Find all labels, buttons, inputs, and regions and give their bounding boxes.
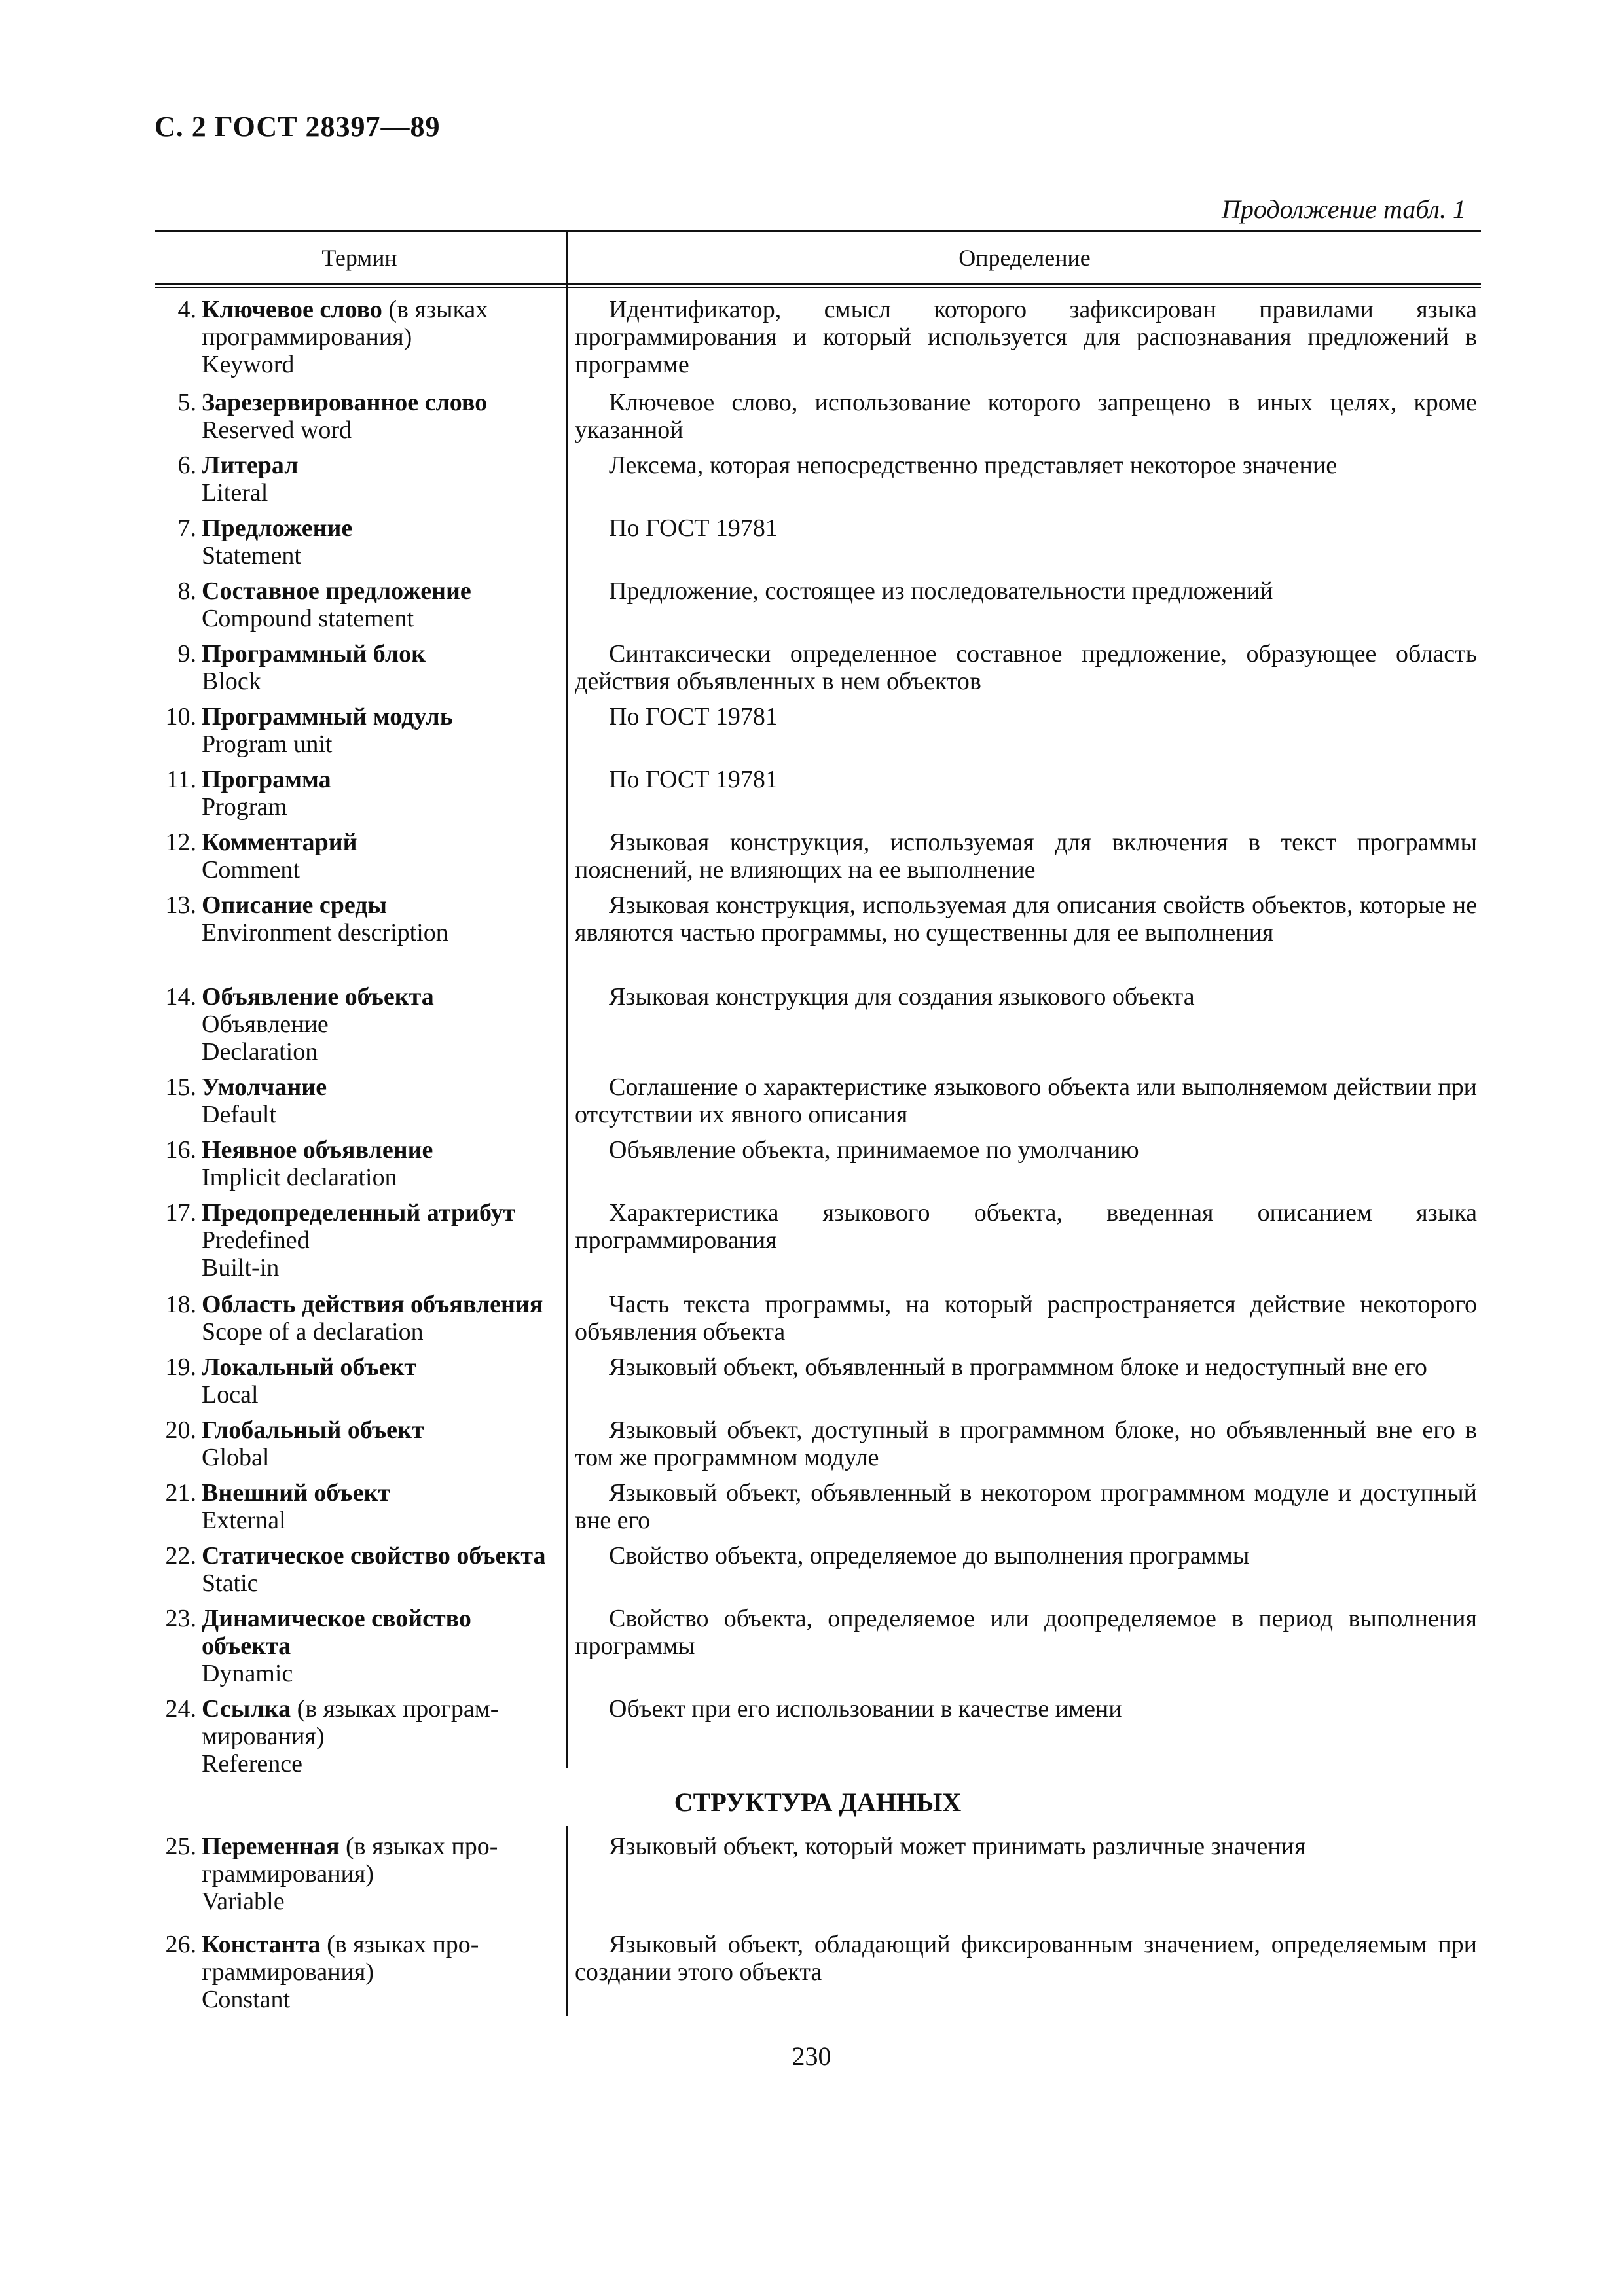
definition-cell: По ГОСТ 19781 <box>609 514 778 542</box>
term-cell <box>155 983 567 1066</box>
term-line: Predefined <box>202 1227 310 1254</box>
term-line: Literal <box>202 479 268 507</box>
term-name: Локальный объект <box>202 1354 417 1381</box>
column-header-definition: Определение <box>958 245 1091 271</box>
term-line: Reference <box>202 1750 302 1778</box>
term-number: 6. <box>177 452 196 479</box>
term-name: Неявное объявление <box>202 1136 433 1164</box>
term-number: 13. <box>165 891 196 919</box>
term-line: Compound statement <box>202 605 414 632</box>
definition-cell: Синтаксически определенное составное предложение, образующее область действия объявленных в нем объектов <box>575 640 1477 695</box>
term-name: Константа <box>202 1931 321 1958</box>
term-cell <box>155 640 567 695</box>
term-name: Программа <box>202 766 331 793</box>
term-qualifier: (в языках про- <box>320 1931 479 1958</box>
term-line: Reserved word <box>202 416 352 444</box>
term-cell <box>155 1931 567 2013</box>
term-name: Составное предложение <box>202 577 471 605</box>
definition-cell: Часть текста программы, на который распространяется действие некоторого объявления объекта <box>575 1291 1477 1346</box>
term-line: Comment <box>202 856 300 884</box>
definition-cell: По ГОСТ 19781 <box>609 766 778 793</box>
term-number: 19. <box>165 1354 196 1381</box>
term-name: Область действия объявления <box>202 1291 543 1318</box>
term-qualifier: (в языках програм- <box>291 1695 499 1723</box>
term-cell <box>155 296 567 378</box>
term-name: Зарезервированное слово <box>202 389 488 416</box>
term-name: Предопределенный атрибут <box>202 1199 516 1227</box>
term-line: Built-in <box>202 1254 280 1282</box>
term-cell <box>155 389 567 444</box>
term-line: Program <box>202 793 287 821</box>
term-number: 5. <box>177 389 196 416</box>
definition-cell: Языковая конструкция для создания языкового объекта <box>609 983 1195 1011</box>
term-name: Объявление объекта <box>202 983 434 1011</box>
term-number: 8. <box>177 577 196 605</box>
term-name: Глобальный объект <box>202 1416 424 1444</box>
term-number: 10. <box>165 703 196 730</box>
term-number: 21. <box>165 1479 196 1507</box>
term-name: Умолчание <box>202 1073 327 1101</box>
term-qualifier: (в языках <box>382 296 488 323</box>
term-line: External <box>202 1507 286 1534</box>
term-name: Программный блок <box>202 640 426 668</box>
definition-cell: Языковый объект, объявленный в программном блоке и недоступный вне его <box>609 1354 1427 1381</box>
page-number: 230 <box>792 2041 831 2071</box>
term-cell <box>155 1605 567 1687</box>
term-line: Constant <box>202 1986 291 2013</box>
term-cell <box>155 1354 567 1408</box>
term-cell <box>155 1542 567 1597</box>
term-line: Scope of a declaration <box>202 1318 424 1346</box>
term-line: Global <box>202 1444 270 1471</box>
term-cell <box>155 577 567 632</box>
term-cell <box>155 1416 567 1471</box>
definition-cell: Языковая конструкция, используемая для включения в текст программы пояснений, не влияющих на ее выполнение <box>575 829 1477 884</box>
term-name: Описание среды <box>202 891 388 919</box>
term-name: Внешний объект <box>202 1479 391 1507</box>
term-cell <box>155 829 567 884</box>
term-line: Environment description <box>202 919 448 946</box>
term-number: 26. <box>165 1931 196 1958</box>
term-number: 23. <box>165 1605 196 1632</box>
term-line: Объявление <box>202 1011 329 1038</box>
term-qualifier: (в языках про- <box>339 1833 498 1860</box>
term-number: 7. <box>177 514 196 542</box>
term-cell <box>155 1199 567 1282</box>
term-number: 24. <box>165 1695 196 1723</box>
term-cell <box>155 891 567 946</box>
term-number: 17. <box>165 1199 196 1227</box>
term-line: Default <box>202 1101 276 1128</box>
definition-cell: Языковая конструкция, используемая для описания свойств объектов, которые не являются частью программы, но существенны для ее выполнения <box>575 891 1477 946</box>
definition-cell: Свойство объекта, определяемое до выполнения программы <box>609 1542 1250 1570</box>
definition-cell: По ГОСТ 19781 <box>609 703 778 730</box>
definition-cell: Соглашение о характеристике языкового объекта или выполняемом действии при отсутствии их явного описания <box>575 1073 1477 1128</box>
term-cell <box>155 1479 567 1534</box>
term-line: программирования) <box>202 323 412 351</box>
definition-cell: Ключевое слово, использование которого запрещено в иных целях, кроме указанной <box>575 389 1477 444</box>
term-cell <box>155 452 567 507</box>
term-number: 16. <box>165 1136 196 1164</box>
term-name: Ссылка <box>202 1695 291 1723</box>
term-cell <box>155 1136 567 1191</box>
term-number: 15. <box>165 1073 196 1101</box>
term-line: Implicit declaration <box>202 1164 397 1191</box>
term-line: Declaration <box>202 1038 318 1066</box>
definition-cell: Предложение, состоящее из последовательности предложений <box>609 577 1273 605</box>
term-cell <box>155 514 567 569</box>
term-name: Программный модуль <box>202 703 453 730</box>
term-number: 9. <box>177 640 196 668</box>
term-cell <box>155 766 567 821</box>
definition-cell: Языковый объект, который может принимать различные значения <box>609 1833 1306 1860</box>
term-name: Ключевое слово <box>202 296 382 323</box>
term-line: граммирования) <box>202 1860 374 1888</box>
term-name: Комментарий <box>202 829 357 856</box>
page-header: С. 2 ГОСТ 28397—89 <box>155 111 441 143</box>
term-number: 20. <box>165 1416 196 1444</box>
column-header-term: Термин <box>321 245 397 271</box>
term-cell <box>155 1695 567 1778</box>
definition-cell: Свойство объекта, определяемое или доопределяемое в период выполнения программы <box>575 1605 1477 1660</box>
term-number: 22. <box>165 1542 196 1570</box>
section-title: СТРУКТУРА ДАННЫХ <box>674 1787 962 1817</box>
definition-cell: Характеристика языкового объекта, введенная описанием языка программирования <box>575 1199 1477 1254</box>
table-header-row <box>155 230 1481 288</box>
definition-cell: Идентификатор, смысл которого зафиксирован правилами языка программирования и который используется для распознавания предложений в программе <box>575 296 1477 378</box>
definition-cell: Языковый объект, доступный в программном блоке, но объявленный вне его в том же программном модуле <box>575 1416 1477 1471</box>
term-name: Динамическое свойство <box>202 1605 471 1632</box>
term-cell <box>155 703 567 758</box>
term-name: Статическое свойство объекта <box>202 1542 546 1570</box>
term-number: 4. <box>177 296 196 323</box>
term-cell <box>155 1833 567 1915</box>
term-cell <box>155 1073 567 1128</box>
term-line: Variable <box>202 1888 285 1915</box>
table-continuation-label: Продолжение табл. 1 <box>1221 194 1466 224</box>
term-name: Предложение <box>202 514 353 542</box>
term-line: Local <box>202 1381 259 1408</box>
definition-cell: Объявление объекта, принимаемое по умолчанию <box>609 1136 1139 1164</box>
definition-cell: Лексема, которая непосредственно представляет некоторое значение <box>609 452 1338 479</box>
term-line: Keyword <box>202 351 295 378</box>
term-line: граммирования) <box>202 1958 374 1986</box>
term-line: Block <box>202 668 261 695</box>
definition-cell: Языковый объект, объявленный в некотором программном модуле и доступный вне его <box>575 1479 1477 1534</box>
term-line: Static <box>202 1570 259 1597</box>
term-line: мирования) <box>202 1723 325 1750</box>
term-name: Переменная <box>202 1833 340 1860</box>
term-line: Dynamic <box>202 1660 293 1687</box>
definition-cell: Языковый объект, обладающий фиксированным значением, определяемым при создании этого объекта <box>575 1931 1477 1986</box>
definition-cell: Объект при его использовании в качестве имени <box>609 1695 1122 1723</box>
term-cell <box>155 1291 567 1346</box>
term-line: Statement <box>202 542 301 569</box>
term-number: 14. <box>165 983 196 1011</box>
term-name: Литерал <box>202 452 299 479</box>
term-number: 12. <box>165 829 196 856</box>
term-number: 11. <box>166 766 196 793</box>
term-number: 25. <box>165 1833 196 1860</box>
term-line: Program unit <box>202 730 333 758</box>
term-number: 18. <box>165 1291 196 1318</box>
term-line: объекта <box>202 1632 291 1660</box>
